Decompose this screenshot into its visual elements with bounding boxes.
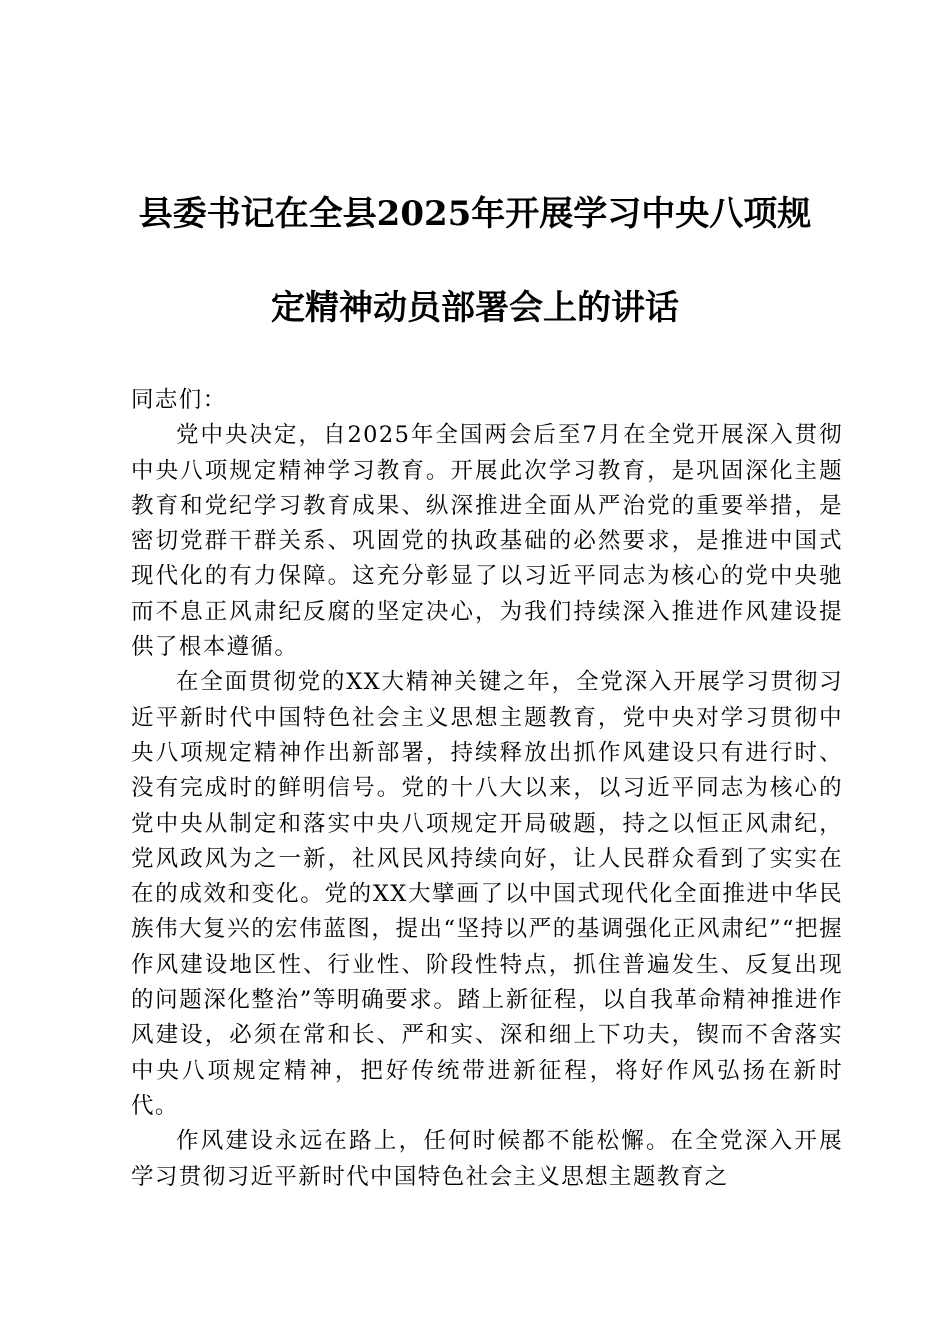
paragraph-3: 作风建设永远在路上，任何时候都不能松懈。在全党深入开展学习贯彻习近平新时代中国特色社会主义思想主题教育之	[131, 1128, 843, 1190]
paragraph-1: 党中央决定，自2025年全国两会后至7月在全党开展深入贯彻中央八项规定精神学习教育。开展此次学习教育，是巩固深化主题教育和党纪学习教育成果、纵深推进全面从严治党的重要举措，是密切党群干群关系、巩固党的执政基础的必然要求，是推进中国式现代化的有力保障。这充分彰显了以习近平同志为核心的党中央驰而不息正风肃纪反腐的坚定决心，为我们持续深入推进作风建设提供了根本遵循。	[131, 422, 843, 661]
paragraph-2: 在全面贯彻党的XX大精神关键之年，全党深入开展学习贯彻习近平新时代中国特色社会主义思想主题教育，党中央对学习贯彻中央八项规定精神作出新部署，持续释放出抓作风建设只有进行时、没有完成时的鲜明信号。党的十八大以来，以习近平同志为核心的党中央从制定和落实中央八项规定开局破题，持之以恒正风肃纪，党风政风为之一新，社风民风持续向好，让人民群众看到了实实在在的成效和变化。党的XX大擘画了以中国式现代化全面推进中华民族伟大复兴的宏伟蓝图，提出“坚持以严的基调强化正风肃纪”“把握作风建设地区性、行业性、阶段性特点，抓住普遍发生、反复出现的问题深化整治”等明确要求。踏上新征程，以自我革命精神推进作风建设，必须在常和长、严和实、深和细上下功夫，锲而不舍落实中央八项规定精神，把好传统带进新征程，将好作风弘扬在新时代。	[131, 669, 843, 1119]
title-line-1: 县委书记在全县2025年开展学习中央八项规	[138, 194, 812, 234]
title-line-2: 定精神动员部署会上的讲话	[271, 288, 679, 328]
document-title	[100, 190, 850, 332]
salutation: 同志们：	[131, 387, 227, 413]
document-body	[131, 383, 843, 1195]
